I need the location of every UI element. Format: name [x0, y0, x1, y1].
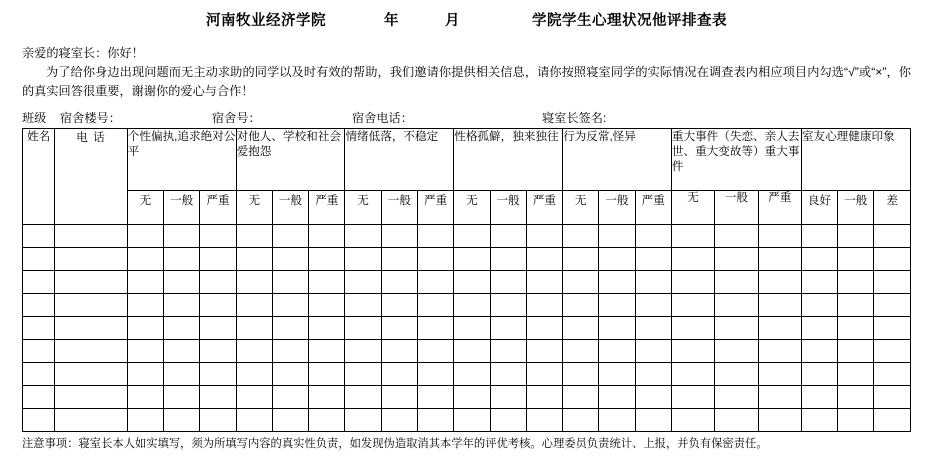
table-body [23, 225, 911, 432]
table-cell[interactable] [236, 409, 272, 432]
table-cell[interactable] [563, 386, 599, 409]
level-cell-3-2: 一般 [381, 191, 417, 225]
table-cell[interactable] [417, 271, 453, 294]
category-header-3: 情绪低落，不稳定 [345, 129, 454, 191]
table-cell[interactable] [635, 248, 671, 271]
table-cell[interactable] [715, 294, 758, 317]
intro-greeting: 亲爱的寝室长：你好！ [22, 46, 144, 60]
table-cell[interactable] [874, 386, 911, 409]
table-cell[interactable] [55, 317, 128, 340]
table-cell[interactable] [55, 294, 128, 317]
table-cell[interactable] [563, 409, 599, 432]
table-cell[interactable] [127, 363, 163, 386]
table-cell[interactable] [838, 271, 874, 294]
table-cell[interactable] [599, 340, 635, 363]
table-cell[interactable] [23, 248, 55, 271]
table-cell[interactable] [838, 386, 874, 409]
intro-body: 为了给你身边出现问题而无主动求助的同学以及时有效的帮助，我们邀请你提供相关信息，请你按照寝室同学的实际情况在调查表内相应项目内勾选“√”或“×”，你的真实回答很重要，谢谢你的爱心与合作！ [22, 65, 911, 98]
table-cell[interactable] [23, 409, 55, 432]
level-cell-6-3: 严重 [758, 191, 801, 225]
table-cell[interactable] [127, 340, 163, 363]
table-cell[interactable] [272, 317, 308, 340]
category-header-6: 重大事件（失恋、亲人去世、重大变故等）重大事件 [671, 129, 801, 191]
table-cell[interactable] [599, 271, 635, 294]
table-cell[interactable] [272, 225, 308, 248]
info-fields-row [22, 109, 911, 126]
table-cell[interactable] [23, 363, 55, 386]
table-cell[interactable] [309, 225, 345, 248]
table-cell[interactable] [272, 271, 308, 294]
table-cell[interactable] [236, 363, 272, 386]
table-header-row-levels [23, 191, 911, 225]
table-cell[interactable] [345, 409, 381, 432]
table-cell[interactable] [127, 225, 163, 248]
table-cell[interactable] [490, 225, 526, 248]
level-cell-4-3: 严重 [526, 191, 562, 225]
table-cell[interactable] [801, 271, 837, 294]
table-cell[interactable] [236, 248, 272, 271]
table-cell[interactable] [563, 271, 599, 294]
table-cell[interactable] [635, 363, 671, 386]
table-row[interactable] [23, 294, 911, 317]
table-cell[interactable] [381, 340, 417, 363]
table-cell[interactable] [381, 248, 417, 271]
field-label-building: 宿舍楼号： [60, 111, 121, 125]
field-label-phone: 宿舍电话： [352, 111, 413, 125]
table-cell[interactable] [200, 225, 236, 248]
table-cell[interactable] [526, 294, 562, 317]
category-header-2: 对他人、学校和社会爱抱怨 [236, 129, 345, 191]
table-cell[interactable] [55, 363, 128, 386]
month-label: 月 [445, 13, 460, 29]
table-cell[interactable] [671, 248, 714, 271]
table-cell[interactable] [236, 294, 272, 317]
table-cell[interactable] [417, 225, 453, 248]
level-cell-4-1: 无 [454, 191, 490, 225]
table-cell[interactable] [309, 271, 345, 294]
table-row[interactable] [23, 386, 911, 409]
table-cell[interactable] [715, 225, 758, 248]
table-cell[interactable] [454, 294, 490, 317]
table-cell[interactable] [454, 386, 490, 409]
table-cell[interactable] [758, 225, 801, 248]
table-cell[interactable] [309, 363, 345, 386]
field-label-class: 班级 [22, 111, 47, 125]
table-cell[interactable] [417, 340, 453, 363]
category-header-5: 行为反常,怪异 [563, 129, 672, 191]
table-cell[interactable] [758, 271, 801, 294]
level-cell-5-3: 严重 [635, 191, 671, 225]
table-cell[interactable] [874, 340, 911, 363]
table-cell[interactable] [874, 248, 911, 271]
table-cell[interactable] [309, 317, 345, 340]
table-cell[interactable] [454, 409, 490, 432]
table-cell[interactable] [526, 225, 562, 248]
table-cell[interactable] [671, 386, 714, 409]
table-cell[interactable] [272, 363, 308, 386]
table-cell[interactable] [309, 386, 345, 409]
table-cell[interactable] [381, 409, 417, 432]
table-cell[interactable] [490, 340, 526, 363]
table-cell[interactable] [758, 340, 801, 363]
table-cell[interactable] [874, 294, 911, 317]
level-cell-7-1: 良好 [801, 191, 837, 225]
table-cell[interactable] [671, 294, 714, 317]
table-cell[interactable] [200, 271, 236, 294]
table-cell[interactable] [526, 386, 562, 409]
table-cell[interactable] [236, 340, 272, 363]
table-cell[interactable] [599, 248, 635, 271]
table-cell[interactable] [715, 409, 758, 432]
year-label: 年 [384, 13, 399, 29]
level-cell-5-2: 一般 [599, 191, 635, 225]
table-cell[interactable] [200, 340, 236, 363]
table-cell[interactable] [23, 294, 55, 317]
table-cell[interactable] [874, 225, 911, 248]
table-cell[interactable] [417, 409, 453, 432]
level-cell-1-1: 无 [127, 191, 163, 225]
table-cell[interactable] [381, 294, 417, 317]
table-cell[interactable] [381, 271, 417, 294]
table-cell[interactable] [490, 248, 526, 271]
table-cell[interactable] [671, 317, 714, 340]
table-cell[interactable] [381, 386, 417, 409]
table-cell[interactable] [309, 340, 345, 363]
table-cell[interactable] [758, 294, 801, 317]
table-cell[interactable] [490, 271, 526, 294]
table-cell[interactable] [23, 271, 55, 294]
table-cell[interactable] [164, 386, 200, 409]
table-cell[interactable] [417, 317, 453, 340]
table-cell[interactable] [200, 386, 236, 409]
table-cell[interactable] [164, 409, 200, 432]
table-cell[interactable] [200, 248, 236, 271]
table-row[interactable] [23, 409, 911, 432]
table-cell[interactable] [563, 225, 599, 248]
document-header [22, 0, 911, 30]
table-cell[interactable] [417, 363, 453, 386]
table-cell[interactable] [838, 409, 874, 432]
table-cell[interactable] [838, 363, 874, 386]
category-header-4: 性格孤僻，独来独往 [454, 129, 563, 191]
table-cell[interactable] [55, 409, 128, 432]
table-cell[interactable] [309, 409, 345, 432]
table-cell[interactable] [599, 294, 635, 317]
table-row[interactable] [23, 271, 911, 294]
table-cell[interactable] [715, 363, 758, 386]
level-cell-6-2: 一般 [715, 191, 758, 225]
table-row[interactable] [23, 317, 911, 340]
table-cell[interactable] [838, 340, 874, 363]
table-cell[interactable] [23, 340, 55, 363]
table-cell[interactable] [55, 340, 128, 363]
table-cell[interactable] [164, 294, 200, 317]
table-cell[interactable] [635, 271, 671, 294]
table-cell[interactable] [715, 248, 758, 271]
table-cell[interactable] [345, 363, 381, 386]
table-cell[interactable] [55, 225, 128, 248]
table-cell[interactable] [635, 294, 671, 317]
table-cell[interactable] [526, 363, 562, 386]
table-cell[interactable] [490, 294, 526, 317]
category-header-1: 个性偏执,追求绝对公平 [127, 129, 236, 191]
table-cell[interactable] [758, 386, 801, 409]
table-cell[interactable] [563, 294, 599, 317]
table-cell[interactable] [454, 317, 490, 340]
level-cell-4-2: 一般 [490, 191, 526, 225]
table-cell[interactable] [599, 386, 635, 409]
level-cell-2-3: 严重 [309, 191, 345, 225]
level-cell-3-3: 严重 [417, 191, 453, 225]
table-cell[interactable] [272, 409, 308, 432]
table-cell[interactable] [454, 363, 490, 386]
table-cell[interactable] [417, 294, 453, 317]
table-cell[interactable] [345, 294, 381, 317]
table-cell[interactable] [236, 386, 272, 409]
table-cell[interactable] [599, 225, 635, 248]
level-cell-1-2: 一般 [164, 191, 200, 225]
table-cell[interactable] [417, 248, 453, 271]
table-cell[interactable] [55, 386, 128, 409]
table-cell[interactable] [801, 317, 837, 340]
header-cell-phone: 电 话 [55, 129, 128, 225]
table-cell[interactable] [309, 248, 345, 271]
table-cell[interactable] [127, 409, 163, 432]
table-cell[interactable] [671, 225, 714, 248]
table-cell[interactable] [758, 248, 801, 271]
table-cell[interactable] [345, 340, 381, 363]
table-cell[interactable] [164, 225, 200, 248]
table-cell[interactable] [309, 294, 345, 317]
footer-note-text: 寝室长本人如实填写，须为所填写内容的真实性负责，如发现伪造取消其本学年的评优考核。心理委员负责统计、上报，并负有保密责任。 [78, 438, 768, 450]
table-cell[interactable] [164, 317, 200, 340]
survey-table [22, 128, 911, 432]
table-cell[interactable] [526, 317, 562, 340]
footer-note [22, 437, 911, 452]
table-cell[interactable] [526, 248, 562, 271]
table-cell[interactable] [345, 317, 381, 340]
school-name: 河南牧业经济学院 [206, 13, 326, 29]
table-cell[interactable] [23, 386, 55, 409]
table-cell[interactable] [272, 248, 308, 271]
table-cell[interactable] [345, 271, 381, 294]
table-cell[interactable] [454, 271, 490, 294]
table-cell[interactable] [801, 386, 837, 409]
table-cell[interactable] [127, 386, 163, 409]
table-cell[interactable] [635, 340, 671, 363]
table-cell[interactable] [801, 363, 837, 386]
table-row[interactable] [23, 363, 911, 386]
table-cell[interactable] [563, 340, 599, 363]
table-cell[interactable] [23, 317, 55, 340]
table-cell[interactable] [200, 363, 236, 386]
table-cell[interactable] [671, 409, 714, 432]
table-cell[interactable] [454, 225, 490, 248]
table-cell[interactable] [236, 317, 272, 340]
table-cell[interactable] [838, 248, 874, 271]
table-cell[interactable] [838, 225, 874, 248]
table-row[interactable] [23, 248, 911, 271]
table-cell[interactable] [417, 386, 453, 409]
table-row[interactable] [23, 340, 911, 363]
table-cell[interactable] [801, 225, 837, 248]
table-cell[interactable] [490, 386, 526, 409]
table-cell[interactable] [127, 317, 163, 340]
table-cell[interactable] [671, 271, 714, 294]
table-cell[interactable] [164, 271, 200, 294]
level-cell-5-1: 无 [563, 191, 599, 225]
table-cell[interactable] [164, 248, 200, 271]
table-cell[interactable] [236, 271, 272, 294]
table-cell[interactable] [490, 409, 526, 432]
table-header-row-categories [23, 129, 911, 191]
table-cell[interactable] [599, 317, 635, 340]
table-cell[interactable] [715, 317, 758, 340]
level-cell-6-1: 无 [671, 191, 714, 225]
table-cell[interactable] [563, 363, 599, 386]
table-cell[interactable] [801, 248, 837, 271]
table-cell[interactable] [200, 409, 236, 432]
table-cell[interactable] [635, 317, 671, 340]
table-row[interactable] [23, 225, 911, 248]
table-cell[interactable] [635, 386, 671, 409]
table-cell[interactable] [526, 409, 562, 432]
table-cell[interactable] [381, 225, 417, 248]
level-cell-7-3: 差 [874, 191, 911, 225]
table-cell[interactable] [599, 363, 635, 386]
table-cell[interactable] [272, 294, 308, 317]
table-cell[interactable] [23, 225, 55, 248]
table-cell[interactable] [454, 340, 490, 363]
table-cell[interactable] [838, 294, 874, 317]
document-title: 学院学生心理状况他评排查表 [532, 13, 727, 29]
table-cell[interactable] [381, 317, 417, 340]
level-cell-7-2: 一般 [838, 191, 874, 225]
table-cell[interactable] [272, 340, 308, 363]
table-cell[interactable] [715, 271, 758, 294]
table-cell[interactable] [345, 248, 381, 271]
table-cell[interactable] [526, 271, 562, 294]
table-cell[interactable] [55, 271, 128, 294]
footer-note-label: 注意事项： [22, 438, 79, 450]
table-cell[interactable] [490, 363, 526, 386]
table-cell[interactable] [801, 340, 837, 363]
table-cell[interactable] [671, 340, 714, 363]
field-label-room: 宿舍号： [212, 111, 261, 125]
header-cell-name: 姓名 [23, 129, 55, 225]
table-cell[interactable] [127, 294, 163, 317]
table-cell[interactable] [272, 386, 308, 409]
level-cell-2-2: 一般 [272, 191, 308, 225]
table-cell[interactable] [874, 271, 911, 294]
table-cell[interactable] [345, 225, 381, 248]
level-cell-3-1: 无 [345, 191, 381, 225]
intro-paragraph [22, 44, 911, 101]
table-cell[interactable] [874, 317, 911, 340]
table-cell[interactable] [801, 409, 837, 432]
table-cell[interactable] [715, 340, 758, 363]
table-cell[interactable] [635, 225, 671, 248]
level-cell-2-1: 无 [236, 191, 272, 225]
category-header-7: 室友心理健康印象 [801, 129, 910, 191]
table-cell[interactable] [454, 248, 490, 271]
table-cell[interactable] [236, 225, 272, 248]
table-cell[interactable] [838, 317, 874, 340]
table-cell[interactable] [490, 317, 526, 340]
field-label-signature: 寝室长签名: [542, 111, 607, 125]
table-cell[interactable] [758, 317, 801, 340]
table-cell[interactable] [563, 248, 599, 271]
table-cell[interactable] [563, 317, 599, 340]
table-cell[interactable] [164, 340, 200, 363]
table-cell[interactable] [345, 386, 381, 409]
table-cell[interactable] [758, 363, 801, 386]
table-cell[interactable] [599, 409, 635, 432]
table-cell[interactable] [200, 317, 236, 340]
table-cell[interactable] [127, 248, 163, 271]
table-cell[interactable] [200, 294, 236, 317]
level-cell-1-3: 严重 [200, 191, 236, 225]
table-cell[interactable] [758, 409, 801, 432]
table-cell[interactable] [635, 409, 671, 432]
table-cell[interactable] [526, 340, 562, 363]
table-cell[interactable] [874, 409, 911, 432]
table-cell[interactable] [715, 386, 758, 409]
table-cell[interactable] [164, 363, 200, 386]
table-cell[interactable] [381, 363, 417, 386]
table-cell[interactable] [127, 271, 163, 294]
table-cell[interactable] [671, 363, 714, 386]
table-cell[interactable] [801, 294, 837, 317]
table-cell[interactable] [55, 248, 128, 271]
table-cell[interactable] [874, 363, 911, 386]
